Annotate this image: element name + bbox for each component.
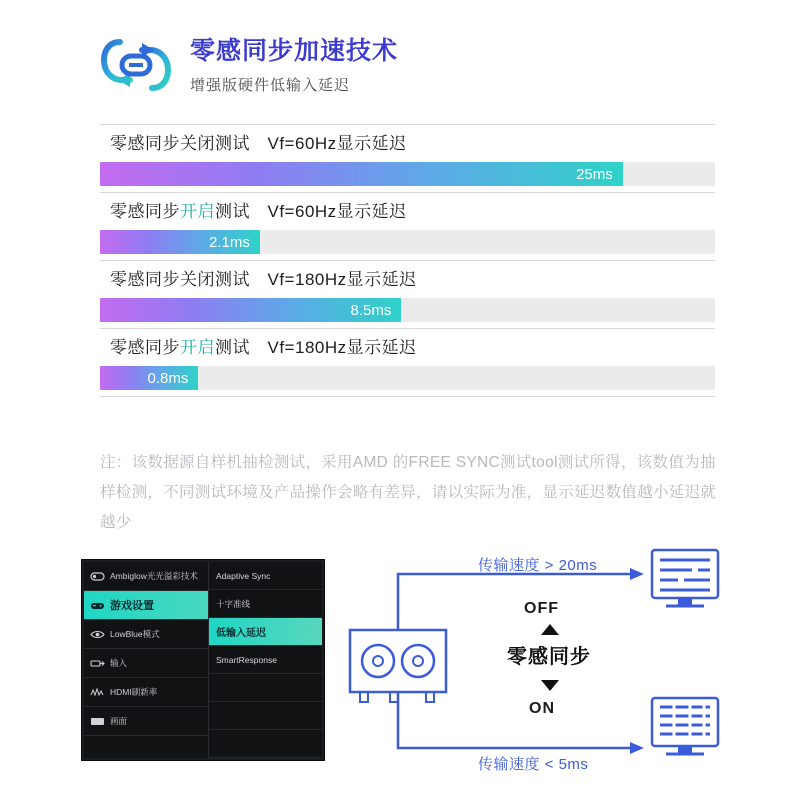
bar-label-suffix: 测试 Vf=60Hz显示延迟 bbox=[215, 202, 407, 221]
osd-option-adaptive-sync[interactable]: Adaptive Sync bbox=[209, 562, 322, 590]
divider bbox=[100, 396, 715, 397]
osd-option-crosshair[interactable]: 十字准线 bbox=[209, 590, 322, 618]
bar-fill bbox=[100, 230, 260, 254]
input-icon bbox=[90, 658, 105, 669]
wave-icon bbox=[90, 687, 105, 698]
on-label: ON bbox=[529, 700, 555, 717]
chart-row bbox=[100, 193, 715, 254]
osd-item-label: HDMI刷新率 bbox=[110, 687, 158, 697]
bar-value: 25ms bbox=[576, 165, 613, 183]
bar-value: 2.1ms bbox=[209, 233, 250, 251]
osd-item-lowblue[interactable] bbox=[84, 620, 208, 649]
bar-label-text: 零感同步 bbox=[110, 134, 180, 153]
sync-flow-diagram bbox=[330, 548, 750, 778]
bar-label bbox=[100, 125, 715, 162]
bar-label-suffix: 测试 Vf=60Hz显示延迟 bbox=[215, 134, 407, 153]
transfer-speed-off-label: 传输速度 > 20ms bbox=[478, 557, 598, 574]
bar-track bbox=[100, 298, 715, 322]
transfer-speed-on-label: 传输速度 < 5ms bbox=[478, 756, 589, 773]
header bbox=[100, 32, 398, 98]
osd-item-picture[interactable] bbox=[84, 707, 208, 736]
osd-option-low-input-lag[interactable]: 低输入延迟 bbox=[209, 618, 322, 646]
chart-row bbox=[100, 261, 715, 322]
page-title: 零感同步加速技术 bbox=[190, 36, 399, 65]
osd-item-game-settings[interactable] bbox=[84, 591, 208, 620]
picture-icon bbox=[90, 716, 105, 727]
osd-menu-right-column bbox=[209, 562, 322, 758]
osd-option-empty bbox=[209, 674, 322, 702]
bar-fill bbox=[100, 366, 198, 390]
osd-item-ambiglow[interactable] bbox=[84, 562, 208, 591]
bar-track bbox=[100, 366, 715, 390]
osd-menu-left-column bbox=[84, 562, 209, 758]
osd-item-label: 游戏设置 bbox=[110, 600, 154, 612]
chart-row bbox=[100, 125, 715, 186]
bar-label-text: 零感同步 bbox=[110, 270, 180, 289]
bar-label bbox=[100, 261, 715, 298]
osd-item-label: 画面 bbox=[110, 716, 128, 726]
osd-item-label: 输入 bbox=[110, 658, 128, 668]
bar-label-suffix: 测试 Vf=180Hz显示延迟 bbox=[215, 338, 417, 357]
bar-label bbox=[100, 329, 715, 366]
ambiglow-icon bbox=[90, 571, 105, 582]
gamepad-icon bbox=[90, 600, 105, 611]
chart-row bbox=[100, 329, 715, 390]
page-subtitle: 增强版硬件低输入延迟 bbox=[190, 76, 351, 94]
osd-option-smartresponse[interactable]: SmartResponse bbox=[209, 646, 322, 674]
bar-label bbox=[100, 193, 715, 230]
sync-loop-icon bbox=[100, 32, 172, 98]
bar-label-text: 零感同步 bbox=[110, 202, 180, 221]
bar-fill bbox=[100, 162, 623, 186]
bar-value: 8.5ms bbox=[350, 301, 392, 319]
latency-bar-chart bbox=[100, 124, 715, 397]
eye-icon bbox=[90, 629, 105, 640]
osd-item-label: LowBlue模式 bbox=[110, 629, 160, 639]
osd-option-empty bbox=[209, 730, 322, 758]
osd-item-label: Ambiglow光光溢彩技术 bbox=[110, 571, 198, 581]
bar-label-text: 零感同步 bbox=[110, 338, 180, 357]
osd-item-hdmi-refresh[interactable] bbox=[84, 678, 208, 707]
bar-label-suffix: 测试 Vf=180Hz显示延迟 bbox=[215, 270, 417, 289]
osd-option-empty bbox=[209, 702, 322, 730]
off-label: OFF bbox=[524, 600, 559, 617]
header-text bbox=[190, 36, 398, 95]
bar-label-state: 开启 bbox=[180, 338, 215, 357]
bar-fill bbox=[100, 298, 401, 322]
bar-track bbox=[100, 162, 715, 186]
arrow-down-icon bbox=[541, 680, 559, 691]
osd-item-input[interactable] bbox=[84, 649, 208, 678]
bar-value: 0.8ms bbox=[147, 369, 189, 387]
osd-menu bbox=[82, 560, 324, 760]
footnote: 注：该数据源自样机抽检测试，采用AMD 的FREE SYNC测试tool测试所得，该数值为抽样检测，不同测试环境及产品操作会略有差异，请以实际为准，显示延迟数值越小延迟就越少 bbox=[100, 454, 717, 531]
bar-label-state: 开启 bbox=[180, 202, 215, 221]
bar-label-state: 关闭 bbox=[180, 270, 215, 289]
bar-track bbox=[100, 230, 715, 254]
bar-label-state: 关闭 bbox=[180, 134, 215, 153]
arrow-up-icon bbox=[541, 624, 559, 635]
center-feature-label: 零感同步 bbox=[507, 646, 591, 668]
